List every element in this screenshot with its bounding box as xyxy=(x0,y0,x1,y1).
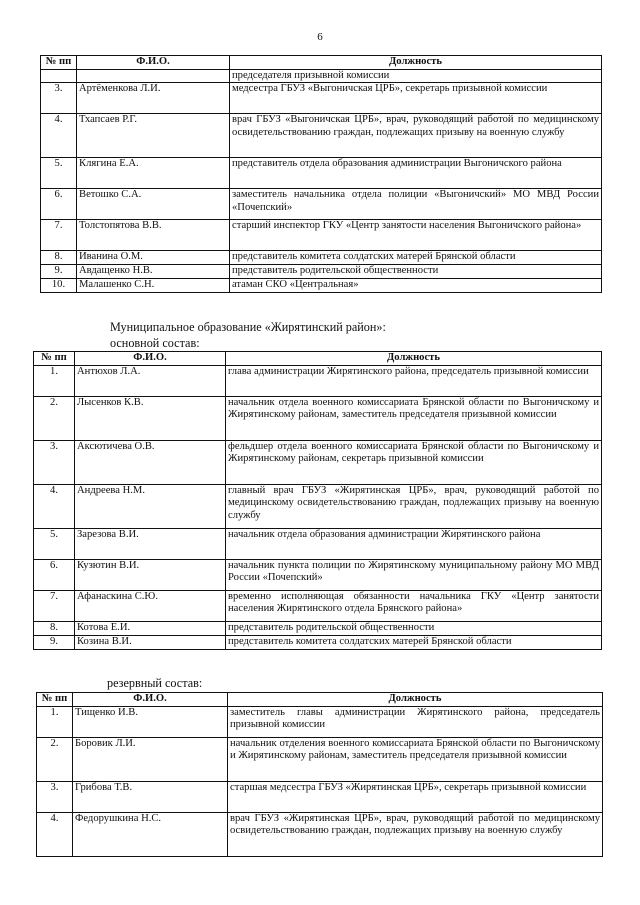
row-number: 9. xyxy=(34,636,75,650)
row-name: Ветошко С.А. xyxy=(77,189,230,220)
commission-table-zhiryatino-reserve xyxy=(36,692,603,857)
row-number: 9. xyxy=(41,265,77,279)
table-row xyxy=(37,738,603,782)
table-row xyxy=(34,622,602,636)
table-row xyxy=(41,189,602,220)
row-number: 4. xyxy=(34,485,75,529)
row-number: 7. xyxy=(34,591,75,622)
table-row xyxy=(34,529,602,560)
row-position: старшая медсестра ГБУЗ «Жирятинская ЦРБ», секретарь призывной комиссии xyxy=(228,782,603,813)
row-name: Клягина Е.А. xyxy=(77,158,230,189)
table-row xyxy=(41,83,602,114)
column-header-name: Ф.И.О. xyxy=(75,352,226,366)
section-subheading-main: основной состав: xyxy=(110,336,200,350)
row-number: 3. xyxy=(41,83,77,114)
row-number: 6. xyxy=(41,189,77,220)
column-header-number: № пп xyxy=(37,693,73,707)
row-name xyxy=(77,70,230,83)
row-position: представитель родительской общественности xyxy=(230,265,602,279)
row-name: Толстопятова В.В. xyxy=(77,220,230,251)
row-number xyxy=(41,70,77,83)
row-name: Зарезова В.И. xyxy=(75,529,226,560)
row-number: 8. xyxy=(34,622,75,636)
row-position: начальник отдела образования администрации Жирятинского района xyxy=(226,529,602,560)
row-name: Тхапсаев Р.Г. xyxy=(77,114,230,158)
row-position: заместитель начальника отдела полиции «Выгоничский» МО МВД России «Почепский» xyxy=(230,189,602,220)
row-name: Аксютичева О.В. xyxy=(75,441,226,485)
row-position: представитель отдела образования администрации Выгоничского района xyxy=(230,158,602,189)
row-position: представитель родительской общественности xyxy=(226,622,602,636)
table-row xyxy=(41,114,602,158)
column-header-position: Должность xyxy=(228,693,603,707)
row-position: временно исполняющая обязанности начальника ГКУ «Центр занятости населения Жирятинского отдела Брянского района» xyxy=(226,591,602,622)
row-number: 6. xyxy=(34,560,75,591)
row-name: Котова Е.И. xyxy=(75,622,226,636)
table-row xyxy=(34,636,602,650)
row-position: начальник отделения военного комиссариата Брянской области по Выгоничскому и Жирятинскому районам, заместитель председателя призывной комиссии xyxy=(228,738,603,782)
column-header-position: Должность xyxy=(230,56,602,70)
commission-table-vygonichi xyxy=(40,55,602,293)
row-position: начальник отдела военного комиссариата Брянской области по Выгоничскому и Жирятинскому районам, заместитель председателя призывной комиссии xyxy=(226,397,602,441)
table-header-row xyxy=(41,56,602,70)
row-position: медсестра ГБУЗ «Выгоничская ЦРБ», секретарь призывной комиссии xyxy=(230,83,602,114)
row-name: Малашенко С.Н. xyxy=(77,279,230,293)
table-row xyxy=(41,158,602,189)
row-number: 5. xyxy=(41,158,77,189)
row-position: главный врач ГБУЗ «Жирятинская ЦРБ», врач, руководящий работой по медицинскому освидетельствованию граждан, подлежащих призыву на военную службу xyxy=(226,485,602,529)
table-header-row xyxy=(34,352,602,366)
row-position: начальник пункта полиции по Жирятинскому муниципальному району МО МВД России «Почепский» xyxy=(226,560,602,591)
commission-table-zhiryatino-main xyxy=(33,351,602,650)
row-position: представитель комитета солдатских матерей Брянской области xyxy=(230,251,602,265)
row-position: представитель комитета солдатских матерей Брянской области xyxy=(226,636,602,650)
table-row xyxy=(37,782,603,813)
table-row xyxy=(41,220,602,251)
row-position: атаман СКО «Центральная» xyxy=(230,279,602,293)
row-number: 8. xyxy=(41,251,77,265)
row-position: врач ГБУЗ «Выгоничская ЦРБ», врач, руководящий работой по медицинскому освидетельствованию граждан, подлежащих призыву на военную службу xyxy=(230,114,602,158)
row-name: Андреева Н.М. xyxy=(75,485,226,529)
row-position: врач ГБУЗ «Жирятинская ЦРБ», врач, руководящий работой по медицинскому освидетельствованию граждан, подлежащих призыву на военную службу xyxy=(228,813,603,857)
column-header-number: № пп xyxy=(34,352,75,366)
row-number: 3. xyxy=(37,782,73,813)
column-header-number: № пп xyxy=(41,56,77,70)
row-name: Тищенко И.В. xyxy=(73,707,228,738)
column-header-name: Ф.И.О. xyxy=(73,693,228,707)
row-name: Иванина О.М. xyxy=(77,251,230,265)
section-subheading-reserve: резервный состав: xyxy=(107,676,203,690)
row-name: Авдащенко Н.В. xyxy=(77,265,230,279)
row-number: 1. xyxy=(34,366,75,397)
row-position: глава администрации Жирятинского района, председатель призывной комиссии xyxy=(226,366,602,397)
row-number: 4. xyxy=(41,114,77,158)
table-row xyxy=(34,560,602,591)
table-row xyxy=(34,591,602,622)
row-number: 2. xyxy=(34,397,75,441)
table-row xyxy=(41,251,602,265)
row-position: заместитель главы администрации Жирятинского района, председатель призывной комиссии xyxy=(228,707,603,738)
table-row xyxy=(41,70,602,83)
row-position: председателя призывной комиссии xyxy=(230,70,602,83)
section-heading-zhiryatino: Муниципальное образование «Жирятинский район»: xyxy=(110,320,386,334)
row-number: 4. xyxy=(37,813,73,857)
row-position: старший инспектор ГКУ «Центр занятости населения Выгоничского района» xyxy=(230,220,602,251)
table-row xyxy=(34,366,602,397)
row-number: 3. xyxy=(34,441,75,485)
row-number: 5. xyxy=(34,529,75,560)
page-number: 6 xyxy=(317,31,323,43)
row-name: Федорушкина Н.С. xyxy=(73,813,228,857)
table-row xyxy=(34,485,602,529)
table-row xyxy=(41,265,602,279)
column-header-position: Должность xyxy=(226,352,602,366)
row-name: Артёменкова Л.И. xyxy=(77,83,230,114)
row-number: 1. xyxy=(37,707,73,738)
row-name: Боровик Л.И. xyxy=(73,738,228,782)
row-number: 2. xyxy=(37,738,73,782)
table-header-row xyxy=(37,693,603,707)
row-number: 7. xyxy=(41,220,77,251)
table-row xyxy=(37,707,603,738)
column-header-name: Ф.И.О. xyxy=(77,56,230,70)
row-name: Козина В.И. xyxy=(75,636,226,650)
row-name: Кузютин В.И. xyxy=(75,560,226,591)
row-name: Афанаскина С.Ю. xyxy=(75,591,226,622)
table-row xyxy=(34,397,602,441)
row-position: фельдшер отдела военного комиссариата Брянской области по Выгоничскому и Жирятинскому районам, секретарь призывной комиссии xyxy=(226,441,602,485)
table-row xyxy=(37,813,603,857)
row-number: 10. xyxy=(41,279,77,293)
row-name: Антюхов Л.А. xyxy=(75,366,226,397)
table-row xyxy=(34,441,602,485)
table-row xyxy=(41,279,602,293)
row-name: Грибова Т.В. xyxy=(73,782,228,813)
row-name: Лысенков К.В. xyxy=(75,397,226,441)
